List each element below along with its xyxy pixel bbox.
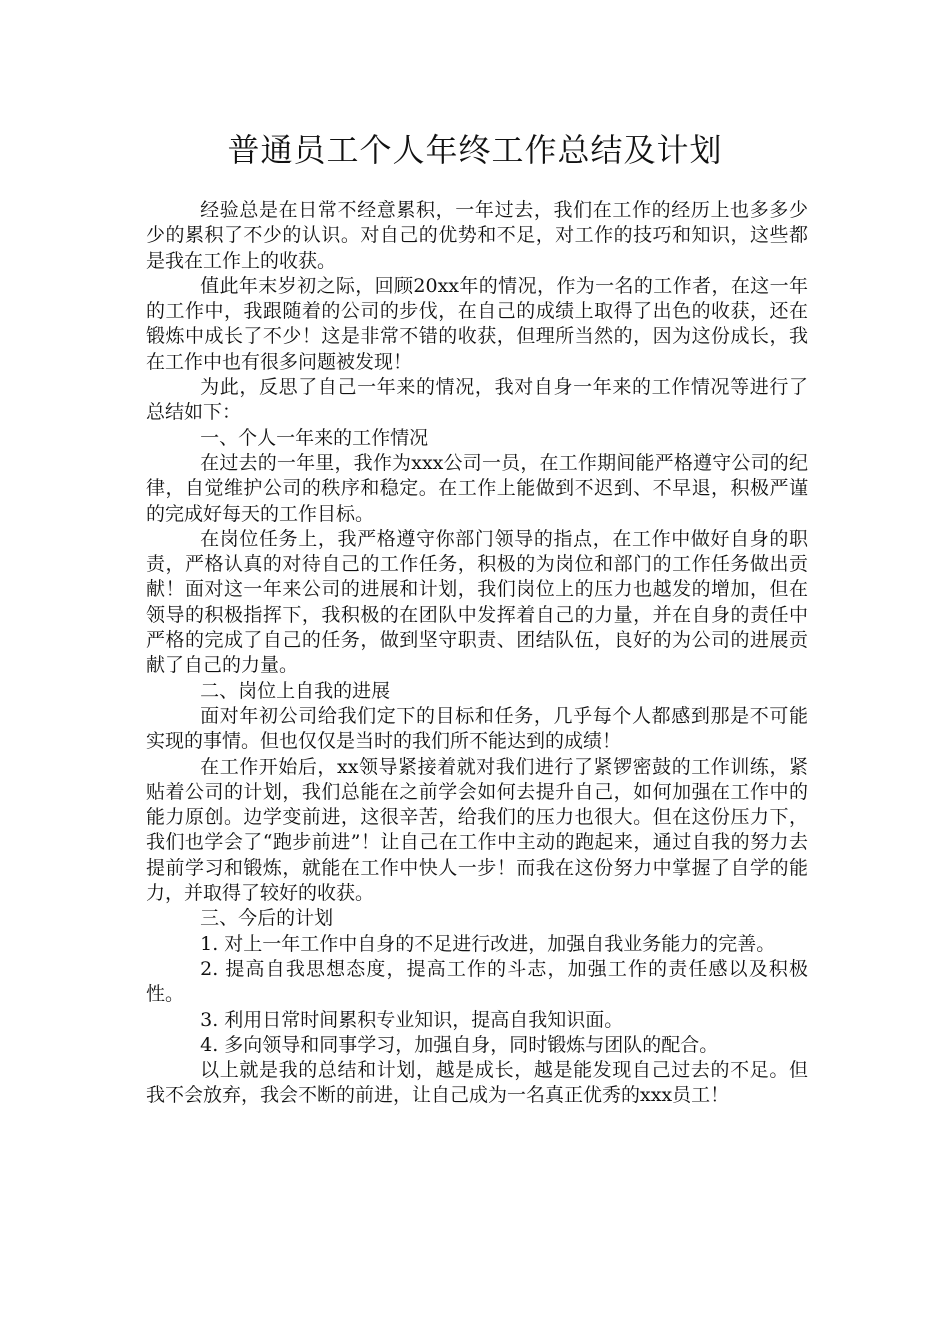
plan-item-3: 3. 利用日常时间累积专业知识，提高自我知识面。 — [200, 1008, 624, 1031]
section-heading-3: 三、今后的计划 — [200, 907, 334, 930]
paragraph-intro: 经验总是在日常不经意累积，一年过去，我们在工作的经历上也多多少少的累积了不少的认识。对自己的优势和不足，对工作的技巧和知识，这些都是我在工作上的收获。 — [146, 199, 808, 272]
plan-item-1: 1. 对上一年工作中自身的不足进行改进，加强自我业务能力的完善。 — [200, 932, 776, 955]
paragraph-training: 在工作开始后，xx领导紧接着就对我们进行了紧锣密鼓的工作训练，紧贴着公司的计划，我们总能在之前学会如何去提升自己，如何加强在工作中的能力原创。边学变前进，这很辛苦，给我们的压力也很大。但在这份压力下，我们也学会了“跑步前进”！让自己在工作中主动的跑起来，通过自我的努力去提前学习和锻炼，就能在工作中快人一步！而我在这份努力中掌握了自学的能力，并取得了较好的收获。 — [146, 755, 808, 905]
plan-item-4: 4. 多向领导和同事学习，加强自身，同时锻炼与团队的配合。 — [200, 1033, 719, 1056]
paragraph-discipline: 在过去的一年里，我作为xxx公司一员，在工作期间能严格遵守公司的纪律，自觉维护公司的秩序和稳定。在工作上能做到不迟到、不早退，积极严谨的完成好每天的工作目标。 — [146, 451, 808, 525]
paragraph-review: 值此年末岁初之际，回顾20xx年的情况，作为一名的工作者，在这一年的工作中，我跟随着的公司的步伐，在自己的成绩上取得了出色的收获，还在锻炼中成长了不少！这是非常不错的收获，但理所当然的，因为这份成长，我在工作中也有很多问题被发现！ — [146, 274, 808, 373]
paragraph-summary-lead: 为此，反思了自己一年来的情况，我对自身一年来的工作情况等进行了总结如下： — [146, 376, 808, 424]
paragraph-conclusion: 以上就是我的总结和计划，越是成长，越是能发现自己过去的不足。但我不会放弃，我会不断的前进，让自己成为一名真正优秀的xxx员工！ — [146, 1059, 808, 1107]
section-heading-2: 二、岗位上自我的进展 — [200, 679, 391, 702]
document-body — [146, 198, 808, 1109]
paragraph-goals: 面对年初公司给我们定下的目标和任务，几乎每个人都感到那是不可能实现的事情。但也仅仅是当时的我们所不能达到的成绩！ — [146, 704, 808, 753]
section-heading-1: 一、个人一年来的工作情况 — [200, 426, 429, 449]
paragraph-duties: 在岗位任务上，我严格遵守你部门领导的指点，在工作中做好自身的职责，严格认真的对待自己的工作任务，积极的为岗位和部门的工作任务做出贡献！面对这一年来公司的进展和计划，我们岗位上的压力也越发的增加，但在领导的积极指挥下，我积极的在团队中发挥着自己的力量，并在自身的责任中严格的完成了自己的任务，做到坚守职责、团结队伍，良好的为公司的进展贡献了自己的力量。 — [146, 527, 808, 677]
plan-item-2: 2. 提高自我思想态度，提高工作的斗志，加强工作的责任感以及积极性。 — [146, 957, 808, 1006]
document-title: 普通员工个人年终工作总结及计划 — [227, 131, 723, 169]
